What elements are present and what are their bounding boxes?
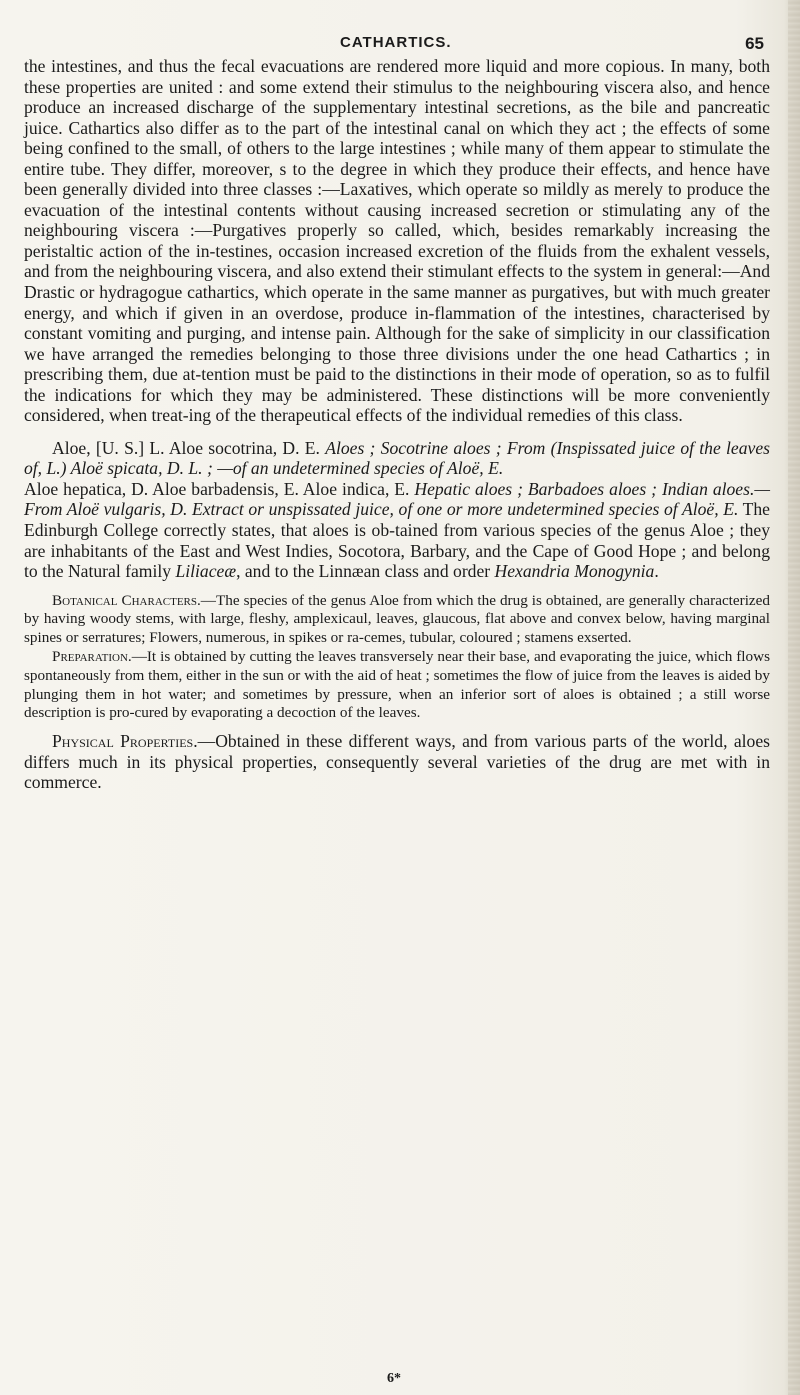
aloe-entry-linnaean: , and to the Linnæan class and order [236, 561, 495, 582]
aloe-entry-common-2: Hepatic aloes ; Barbadoes aloes ; Indian aloes.—From Aloë vulgaris, D. Extract or unspissated juice, of one or more undetermined species of Aloë, E. [24, 478, 770, 520]
page-body [24, 56, 770, 793]
aloe-entry-description: The Edinburgh College correctly states, that aloes is ob-tained from various species of the genus Aloe ; they are inhabitants of the East and West Indies, Socotora, Barbary, and the Cape of Good Hope ; and belong to the Natural family [24, 499, 770, 582]
botanical-text: —The species of the genus Aloe from which the drug is obtained, are generally characterized by having woody stems, with large, fleshy, amplexicaul, leaves, glaucous, flat above and convex below, having marginal spines or serratures; Flowers, numerous, in spikes or ra-cemes, tubular, coloured ; stamens exserted. [24, 591, 770, 647]
botanical-characters [24, 592, 770, 648]
aloe-entry-names: Aloe, [U. S.] L. Aloe socotrina, D. E. [52, 437, 326, 458]
page-edge [788, 0, 800, 1395]
page-number: 65 [745, 34, 764, 53]
physical-heading: Physical Properties. [52, 731, 198, 752]
aloe-entry: Aloe, [U. S.] L. Aloe socotrina, D. E. Aloes ; Socotrine aloes ; From (Inspissated juice of the leaves of, L.) Aloë spicata, D. L. ; —of an undetermined species of Aloë, E. Aloe hepatica, D. Aloe barbadensis, E. Aloe indica, E. Hepatic aloes ; Barbadoes aloes ; Indian aloes.—From Aloë vulgaris, D. Extract or unspissated juice, of one or more undetermined species of Aloë, E. The Edinburgh College correctly states, that aloes is ob-tained from various species of the genus Aloe ; they are inhabitants of the East and West Indies, Socotora, Barbary, and the Cape of Good Hope ; and belong to the Natural family Liliaceæ, and to the Linnæan class and order Hexandria Monogynia. [24, 437, 770, 582]
aloe-order: Hexandria Monogynia [494, 561, 655, 582]
physical-text: —Obtained in these different ways, and from various parts of the world, aloes differs much in its physical properties, consequently several varieties of the drug are met with in commerce. [24, 731, 771, 793]
running-title: CATHARTICS. [340, 34, 452, 51]
physical-properties [24, 731, 770, 793]
paragraph-cathartic-classes: the intestines, and thus the fecal evacuations are rendered more liquid and more copious. In many, both these properties are united : and some extend their stimulus to the neighbouring viscera also, and hence produce an increased discharge of the supplementary intestinal secretions, as the bile and pancreatic juice. Cathartics also differ as to the part of the intestinal canal on which they act ; the effects of some being confined to the small, of others to the large intestines ; while many of them appear to stimulate the entire tube. They differ, moreover, s to the degree in which they produce their effects, and hence have been generally divided into three classes :—Laxatives, which operate so mildly as merely to produce the evacuation of the intestinal contents without causing increased secretion or stimulating any of the neighbouring viscera :—Purgatives properly so called, which, besides remarkably increasing the peristaltic action of the in-testines, occasion increased excretion of the fluids from the exhalent vessels, and from the neighbouring viscera, and also extend their stimulant effects to the system in general:—And Drastic or hydragogue cathartics, which operate in the same manner as purgatives, but with much greater energy, and which if given in an overdose, produce in-flammation of the intestines, characterised by constant vomiting and purging, and intense pain. Although for the sake of simplicity in our classification we have arranged the remedies belonging to those three divisions under the one head Cathartics ; in prescribing them, due at-tention must be paid to the distinctions in their mode of operation, so as to fulfil the indications for which they may be administered. These distinctions will be more conveniently considered, when treat-ing of the therapeutical effects of the individual remedies of this class. [24, 56, 770, 426]
botanical-heading: Botanical Characters. [52, 591, 201, 609]
preparation-text: —It is obtained by cutting the leaves transversely near their base, and evaporating the juice, which flows spontaneously from them, either in the sun or with the aid of heat ; sometimes the flow of juice from the leaves is aided by plunging them in hot water; and sometimes by pressure, when an inferior sort of aloes is obtained ; a still worse description is pro-cured by evaporating a decoction of the leaves. [24, 648, 770, 722]
preparation [24, 648, 770, 723]
aloe-entry-common: Aloes ; Socotrine aloes ; From (Inspissated juice of the leaves of, L.) Aloë spicata, D. L. ; —of an undetermined species of Aloë, E. [24, 437, 770, 479]
signature-mark: 6* [387, 1371, 401, 1386]
aloe-entry-names-2: Aloe hepatica, D. Aloe barbadensis, E. Aloe indica, E. [24, 478, 415, 499]
preparation-heading: Preparation. [52, 648, 132, 666]
aloe-family: Liliaceæ [175, 561, 237, 582]
